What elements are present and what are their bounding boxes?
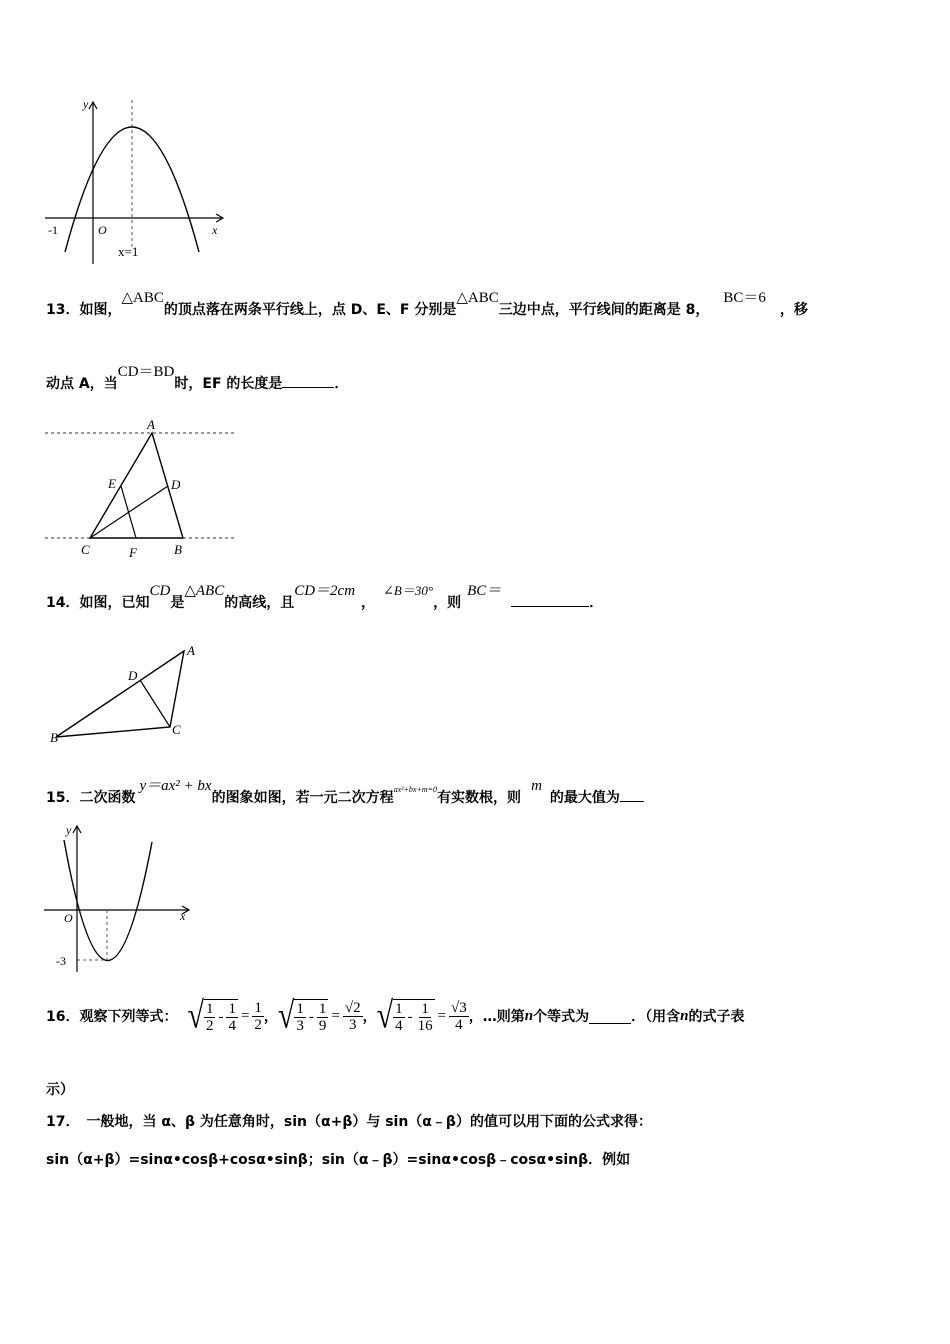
question-15: [46, 778, 644, 807]
q14-text-1: 是: [170, 595, 185, 611]
q16-e2-r-num: √2: [344, 999, 361, 1016]
question-16-wrap: 示）: [46, 1082, 74, 1098]
q13-bc-length: BC＝6: [723, 290, 766, 306]
q16-number: 16．观察下列等式：: [46, 1009, 178, 1025]
q14-text-2: 的高线，且: [224, 595, 295, 611]
y-label: y: [83, 97, 89, 111]
q14-point-b-label: B: [50, 730, 58, 745]
q15-text-3: 的最大值为: [549, 790, 620, 806]
q13-text-4: 动点 A，当: [46, 376, 118, 392]
q16-expr2-radical: √ $\frac{1}{3}$ - $\frac{1}{9}$: [277, 994, 327, 1036]
q16-e1-a-den: 2: [205, 1017, 214, 1034]
q14-answer-blank[interactable]: [511, 592, 589, 607]
q14-point-c-label: C: [172, 722, 181, 737]
q16-e3-equals: =: [437, 1007, 447, 1024]
q16-expr3-radical: √ $\frac{1}{4}$ - $\frac{1}{16}$: [376, 994, 433, 1036]
q15-equation: ax²+bx+m=0: [393, 785, 438, 794]
q16-e2-a-num: 1: [296, 1000, 304, 1017]
q15-origin-label: O: [64, 911, 73, 925]
q16-e3-r-den: 4: [455, 1016, 463, 1033]
q16-text-2: 个等式为: [533, 1009, 590, 1025]
q13-text-1: 的顶点落在两条平行线上，点 D、E、F 分别是: [163, 302, 457, 318]
q13-text-3: ，移: [779, 302, 808, 318]
question-16: [46, 992, 744, 1040]
q14-cd: CD: [149, 583, 171, 599]
segment-cd: [90, 486, 168, 538]
q16-e2-r-den: 3: [348, 1016, 357, 1033]
triangle-abc: [90, 433, 183, 538]
parabola-figure-q12: [40, 92, 235, 272]
q16-e3-a-num: 1: [395, 1000, 403, 1017]
q16-e2-minus: -: [308, 1008, 314, 1025]
q16-text-4: 的式子表: [688, 1009, 745, 1025]
point-b-label: B: [174, 542, 182, 557]
triangle-figure-q13: [40, 412, 240, 567]
q16-e2-b-num: 1: [318, 1000, 327, 1017]
axis-of-symmetry-label: x=1: [118, 244, 139, 259]
q16-e2-equals: =: [331, 1007, 340, 1024]
point-e-label: E: [108, 476, 116, 491]
point-f-label: F: [129, 545, 137, 560]
q13-answer-blank[interactable]: [282, 373, 334, 388]
q16-sep-1: ，: [263, 1009, 278, 1025]
q16-e3-minus: -: [407, 1008, 413, 1025]
q16-e3-a-den: 4: [395, 1017, 403, 1034]
q15-answer-blank[interactable]: [620, 787, 644, 802]
q13-condition: CD＝BD: [117, 364, 175, 380]
q13-end: ．: [334, 376, 349, 392]
q16-e3-r-num: √3: [451, 999, 467, 1016]
q16-e1-minus: -: [218, 1008, 224, 1025]
point-a-label: A: [147, 417, 155, 432]
triangle-abc-q14: [56, 651, 184, 737]
q15-x-label: x: [180, 909, 186, 923]
point-d-label: D: [171, 477, 181, 492]
q16-e1-b-num: 1: [228, 1000, 236, 1017]
q15-minus-three-label: -3: [56, 954, 66, 968]
q16-e1-equals: =: [240, 1007, 250, 1024]
q16-n-2: n: [680, 1007, 689, 1024]
x-label: x: [212, 223, 218, 237]
question-17-line1: 17． 一般地，当 α、β 为任意角时，sin（α+β）与 sin（α﹣β）的值可以用下面的公式求得：: [46, 1114, 652, 1130]
q13-triangle-abc: △ABC: [121, 290, 164, 306]
q13-text-2: 三边中点，平行线间的距离是 8，: [498, 302, 710, 318]
point-c-label: C: [81, 542, 90, 557]
q16-sep-2: ，: [362, 1009, 377, 1025]
q14-point-a-label: A: [187, 643, 195, 658]
q15-m: m: [531, 778, 542, 794]
q15-y-label: y: [66, 823, 72, 837]
q16-e3-b-den: 16: [417, 1017, 433, 1034]
q15-text-1: 的图象如图，若一元二次方程: [211, 790, 394, 806]
q16-e1-r-num: 1: [254, 999, 262, 1016]
q14-text-3: ，则: [433, 595, 462, 611]
q16-text-1: ，…则第: [468, 1009, 525, 1025]
q16-e1-r-den: 2: [254, 1016, 262, 1033]
minus-one-label: -1: [48, 223, 58, 237]
q14-cd-length: CD＝2cm: [294, 583, 356, 599]
parabola-figure-q15: [40, 820, 200, 975]
q16-n: n: [524, 1007, 534, 1024]
q16-e3-b-num: 1: [421, 1000, 429, 1017]
q14-comma: ，: [361, 595, 376, 611]
question-17-line2: sin（α+β）=sinα•cosβ+cosα•sinβ；sin（α﹣β）=sinα•cosβ﹣cosα•sinβ．例如: [46, 1152, 631, 1168]
q13-triangle-abc-2: △ABC: [456, 290, 499, 306]
q16-e1-b-den: 4: [228, 1017, 236, 1034]
question-13-line1: [46, 290, 808, 319]
origin-label: O: [98, 223, 107, 237]
altitude-cd: [140, 680, 170, 727]
q14-triangle-abc: △ABC: [184, 583, 225, 599]
q16-answer-blank[interactable]: [589, 1009, 631, 1024]
q13-number: 13．如图，: [46, 302, 122, 318]
q16-e2-b-den: 9: [318, 1017, 327, 1034]
q15-function: y＝ax² + bx: [139, 778, 212, 794]
question-13-line2: [46, 364, 349, 393]
q16-e1-a-num: 1: [205, 1000, 214, 1017]
q14-bc: BC＝: [467, 583, 502, 599]
q14-end: ．: [589, 595, 604, 611]
triangle-figure-q14: [44, 638, 214, 748]
q13-text-5: 时，EF 的长度是: [174, 376, 283, 392]
q16-e2-a-den: 3: [296, 1017, 304, 1034]
q15-text-2: 有实数根，则: [437, 790, 522, 806]
q15-number: 15．二次函数: [46, 790, 136, 806]
q14-number: 14．如图，已知: [46, 595, 150, 611]
q16-text-3: ．（用含: [631, 1009, 681, 1025]
q16-expr1-radical: √ $\frac{1}{2}$ - $\frac{1}{4}$: [187, 994, 236, 1036]
question-14: [46, 583, 604, 612]
q14-point-d-label: D: [128, 668, 138, 683]
q14-angle-b: ∠B＝30°: [383, 583, 434, 598]
